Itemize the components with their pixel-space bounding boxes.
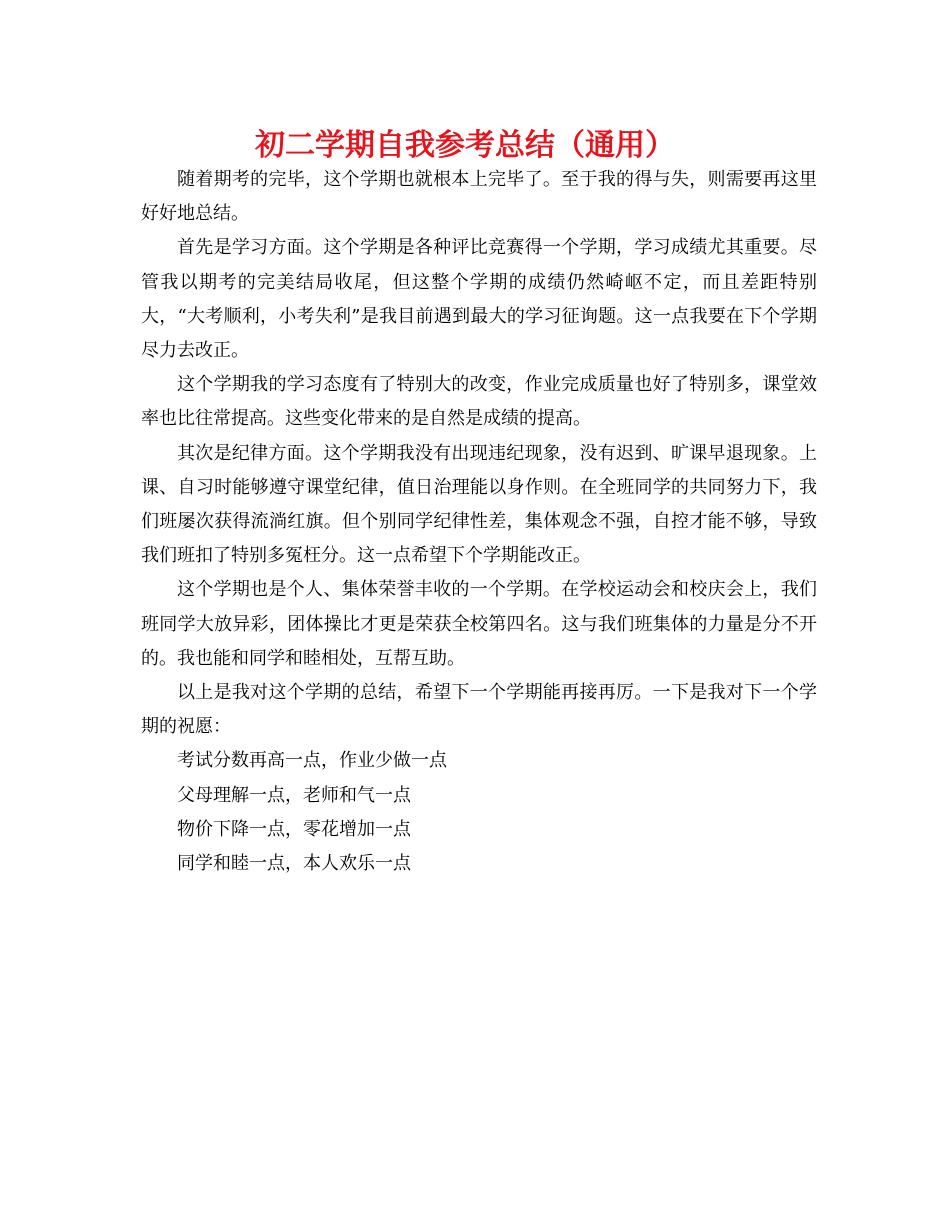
wish-line: 父母理解一点，老师和气一点 (177, 784, 411, 806)
document-body (141, 163, 817, 881)
wish-line: 物价下降一点，零花增加一点 (177, 818, 411, 840)
document-title: 初二学期自我参考总结（通用） (255, 128, 675, 163)
wish-line: 考试分数再高一点，作业少做一点 (177, 750, 447, 772)
paragraph-discipline: 其次是纪律方面。这个学期我没有出现违纪现象，没有迟到、旷课早退现象。上课、自习时能够遵守课堂纪律，值日治理能以身作则。在全班同学的共同努力下，我们班屡次获得流淌红旗。但个别同学纪律性差，集体观念不强，自控才能不够，导致我们班扣了特别多冤枉分。这一点希望下个学期能改正。 (141, 442, 817, 567)
paragraph-honor: 这个学期也是个人、集体荣誉丰收的一个学期。在学校运动会和校庆会上，我们班同学大放异彩，团体操比才更是荣获全校第四名。这与我们班集体的力量是分不开的。我也能和同学和睦相处，互帮互助。 (141, 579, 817, 669)
paragraph-conclusion: 以上是我对这个学期的总结，希望下一个学期能再接再厉。一下是我对下一个学期的祝愿： (141, 682, 817, 738)
wish-line: 同学和睦一点，本人欢乐一点 (177, 853, 411, 875)
paragraph-intro: 随着期考的完毕，这个学期也就根本上完毕了。至于我的得与失，则需要再这里好好地总结。 (141, 169, 817, 225)
paragraph-study: 首先是学习方面。这个学期是各种评比竞赛得一个学期，学习成绩尤其重要。尽管我以期考的完美结局收尾，但这整个学期的成绩仍然崎岖不定，而且差距特别大，“大考顺利，小考失利”是我目前遇到最大的学习征询题。这一点我要在下个学期尽力去改正。 (141, 237, 817, 362)
paragraph-attitude: 这个学期我的学习态度有了特别大的改变，作业完成质量也好了特别多，课堂效率也比往常提高。这些变化带来的是自然是成绩的提高。 (141, 374, 817, 430)
